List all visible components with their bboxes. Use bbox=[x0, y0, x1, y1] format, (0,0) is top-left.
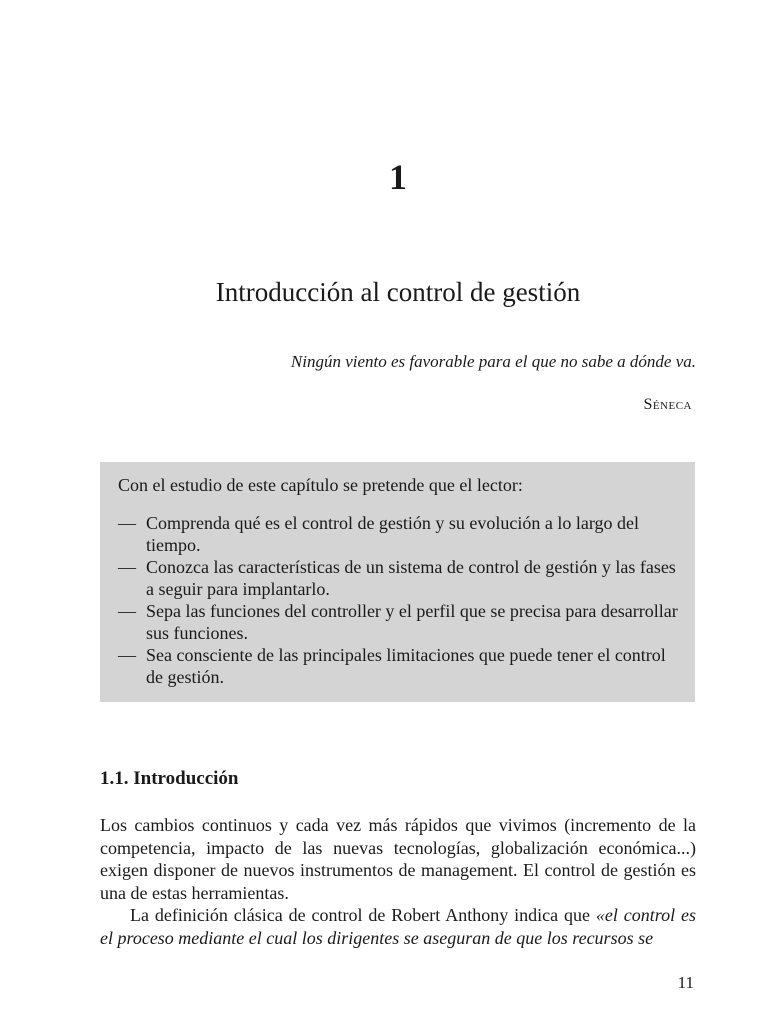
objective-item bbox=[118, 512, 679, 556]
objective-text: Conozca las características de un sistema de control de gestión y las fases a seguir para implantarlo. bbox=[146, 557, 676, 599]
objective-text: Comprenda qué es el control de gestión y su evolución a lo largo del tiempo. bbox=[146, 513, 640, 555]
epigraph-author: Séneca bbox=[643, 396, 692, 413]
objectives-intro: Con el estudio de este capítulo se pretende que el lector: bbox=[118, 475, 523, 495]
epigraph-quote: Ningún viento es favorable para el que no sabe a dónde va. bbox=[290, 352, 696, 371]
page-number: 11 bbox=[677, 973, 694, 992]
body-paragraph: Los cambios continuos y cada vez más rápidos que vivimos (incremento de la competencia, impacto de las nuevas tecnologías, globalización económica...) exigen disponer de nuevos instrumentos de management. El control de gestión es una de estas herramientas. bbox=[100, 815, 696, 903]
objective-dash: — bbox=[118, 557, 136, 577]
section-heading: 1.1. Introducción bbox=[100, 768, 239, 789]
objective-item bbox=[118, 600, 679, 644]
paragraph-text: La definición clásica de control de Robert Anthony indica que bbox=[130, 905, 596, 925]
objective-item bbox=[118, 556, 679, 600]
chapter-number: 1 bbox=[389, 157, 407, 197]
chapter-objectives-box bbox=[100, 462, 695, 702]
objective-dash: — bbox=[118, 645, 136, 665]
quoted-definition: «el control es el proceso mediante el cual los dirigentes se aseguran de que los recursos se bbox=[100, 905, 697, 948]
body-paragraph bbox=[100, 904, 696, 949]
objectives-list bbox=[118, 512, 679, 688]
objective-text: Sepa las funciones del controller y el perfil que se precisa para desarrollar sus funciones. bbox=[146, 601, 678, 643]
objective-text: Sea consciente de las principales limitaciones que puede tener el control de gestión. bbox=[146, 645, 666, 687]
section-body bbox=[100, 814, 696, 949]
objective-dash: — bbox=[118, 513, 136, 533]
objective-item bbox=[118, 644, 679, 688]
chapter-title: Introducción al control de gestión bbox=[215, 277, 581, 307]
objective-dash: — bbox=[118, 601, 136, 621]
